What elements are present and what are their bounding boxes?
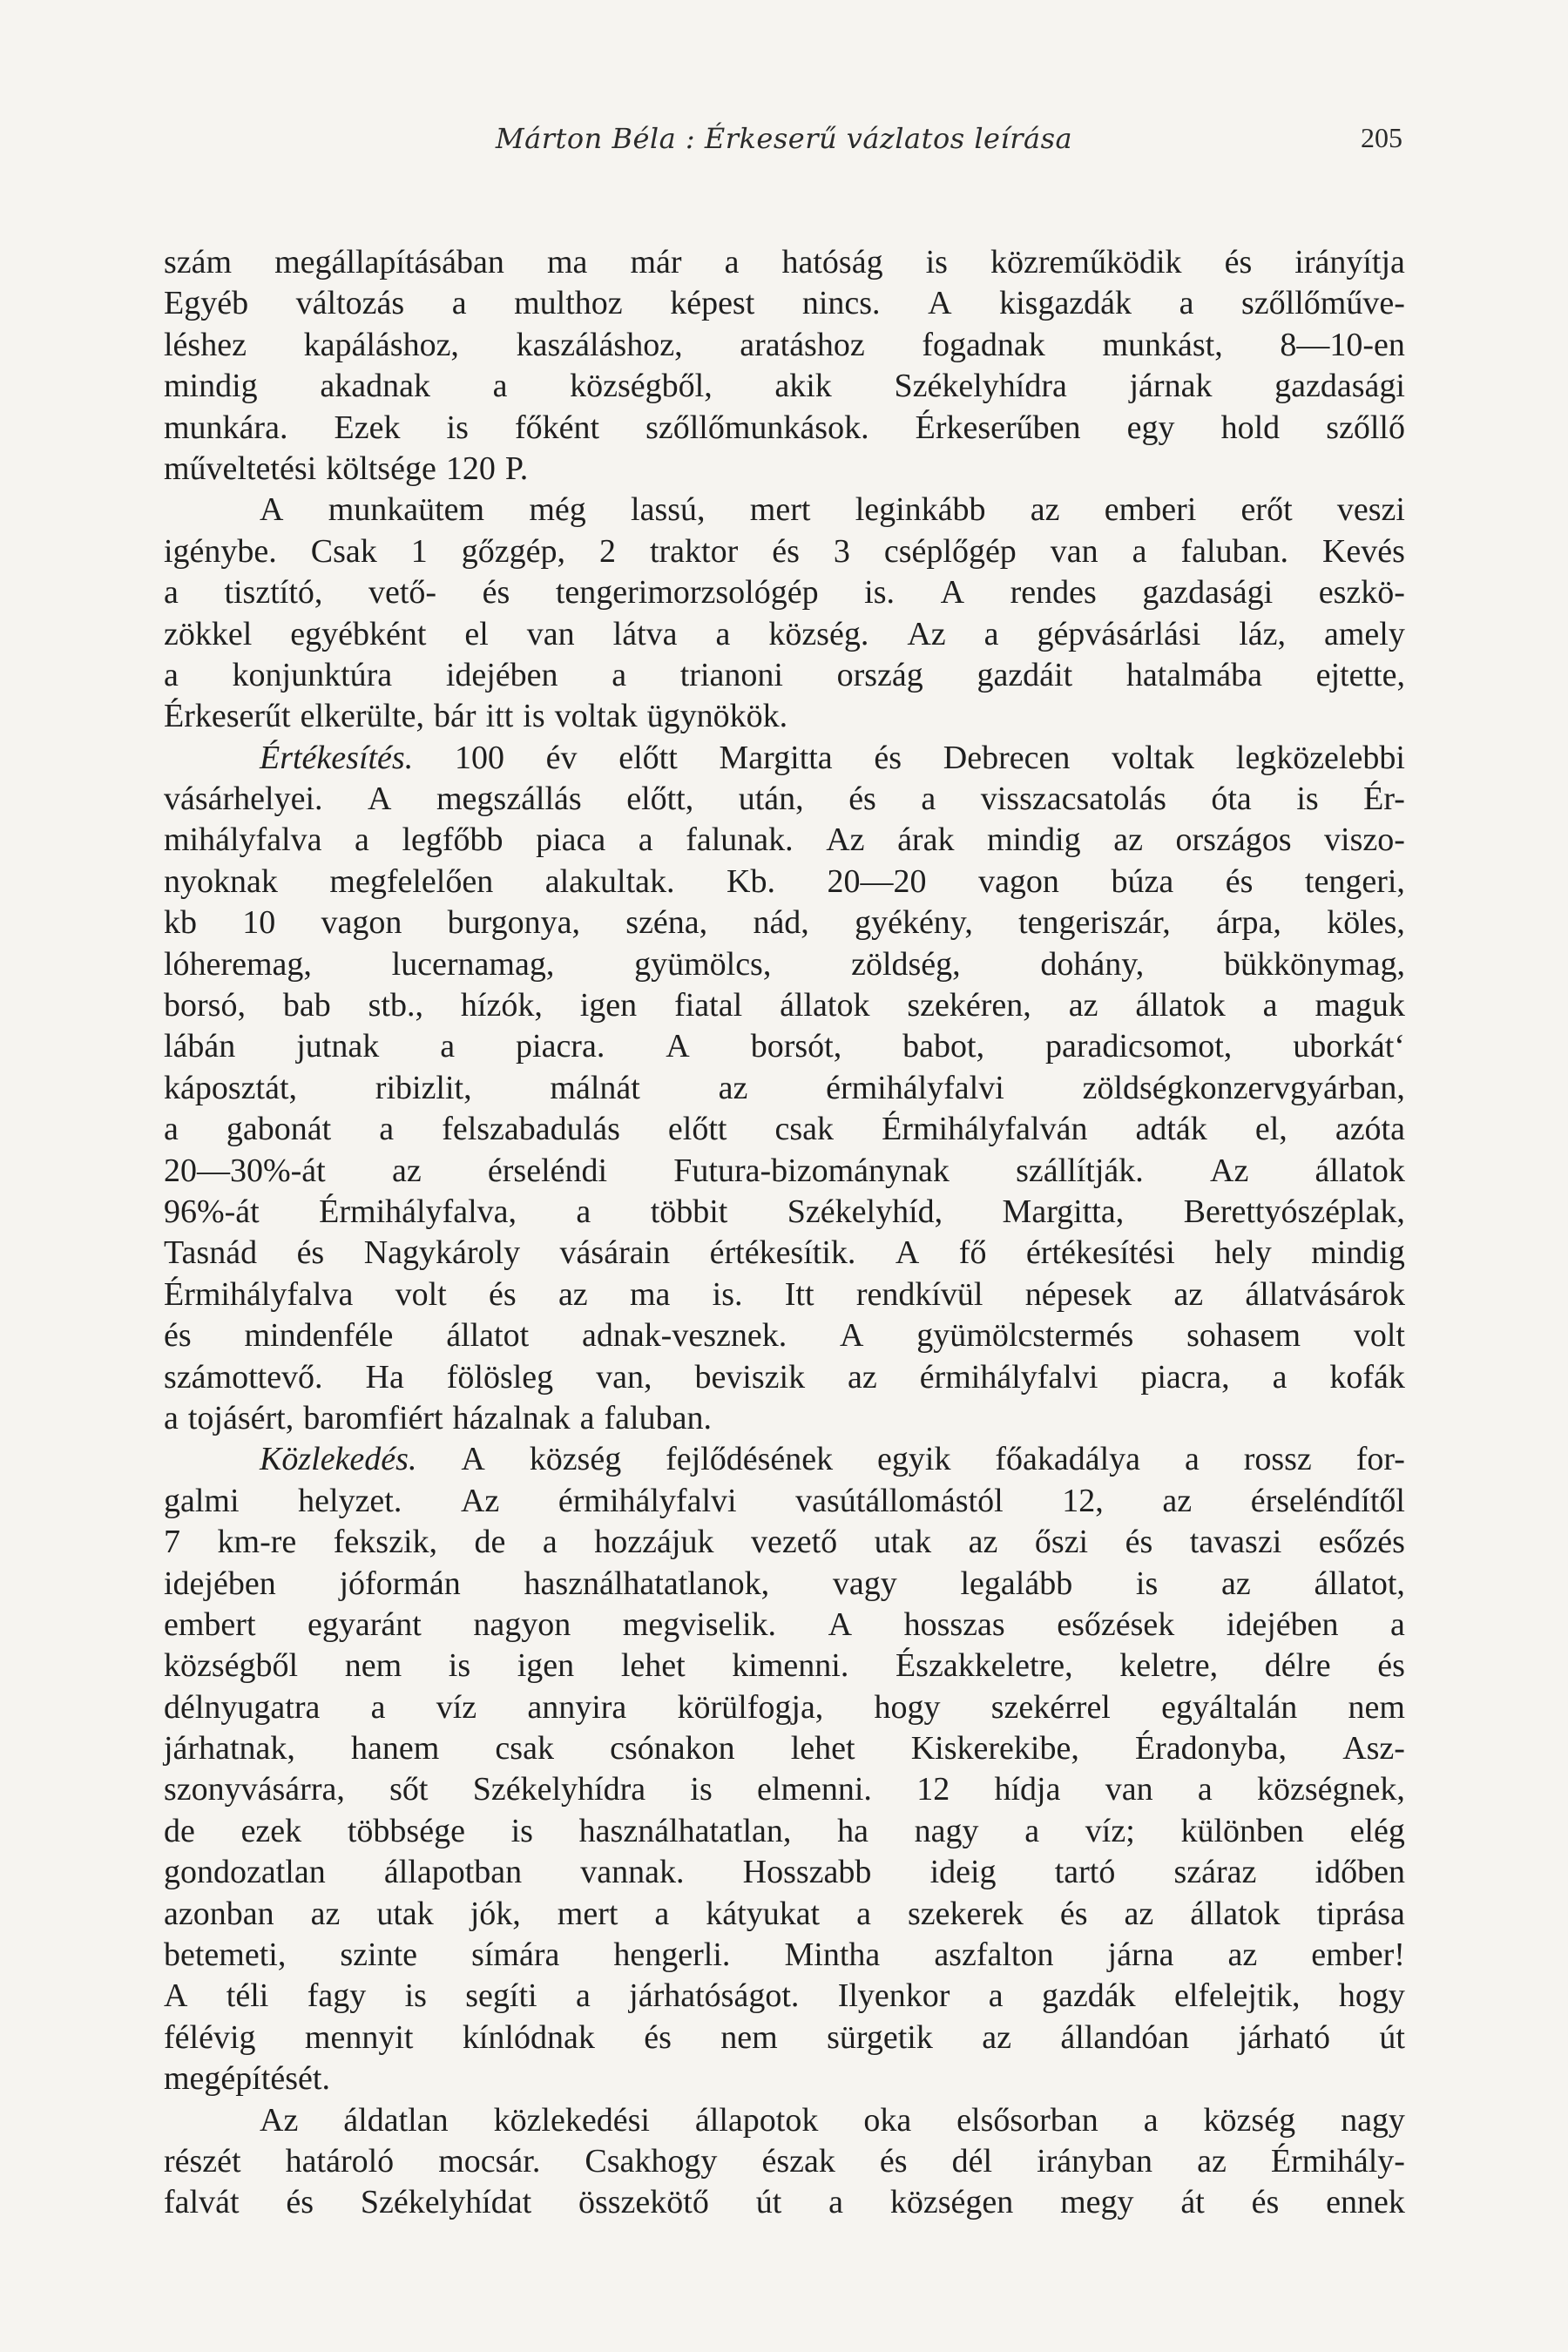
text-line: 20—30%-át az érseléndi Futura-bizománynak szállítják. Az állatok xyxy=(164,1152,1405,1189)
body-text xyxy=(164,242,1405,2224)
page-header xyxy=(166,122,1402,174)
text-line: vásárhelyei. A megszállás előtt, után, és a visszacsatolás óta is Ér- xyxy=(164,781,1405,818)
text-line: 7 km-re fekszik, de a hozzájuk vezető utak az őszi és tavaszi esőzés xyxy=(164,1524,1405,1561)
text-line: Tasnád és Nagykároly vásárain értékesítik. A fő értékesítési hely mindig xyxy=(164,1234,1405,1272)
running-title: Márton Béla : Érkeserű vázlatos leírása xyxy=(495,122,1073,155)
text-line: megépítését. xyxy=(164,2060,330,2098)
text-line: járhatnak, hanem csak csónakon lehet Kiskerekibe, Éradonyba, Asz- xyxy=(164,1730,1405,1767)
text-line: munkára. Ezek is főként szőllőmunkások. Érkeserűben egy hold szőllő xyxy=(164,409,1405,446)
text-line: a gabonát a felszabadulás előtt csak Érmihályfalván adták el, azóta xyxy=(164,1111,1405,1148)
text-line: gondozatlan állapotban vannak. Hosszabb ideig tartó száraz időben xyxy=(164,1854,1405,1891)
text-line: délnyugatra a víz annyira körülfogja, hogy szekérrel egyáltalán nem xyxy=(164,1688,1405,1726)
text-line: lábán jutnak a piacra. A borsót, babot, paradicsomot, uborkát‘ xyxy=(164,1028,1405,1065)
text-line: a tisztító, vető- és tengerimorzsológép is. A rendes gazdasági eszkö- xyxy=(164,574,1405,612)
text-line: idejében jóformán használhatatlanok, vagy legalább is az állatot, xyxy=(164,1565,1405,1602)
text-line: nyoknak megfelelően alakultak. Kb. 20—20 vagon búza és tengeri, xyxy=(164,862,1405,900)
text-line: zökkel egyébként el van látva a község. Az a gépvásárlási láz, amely xyxy=(164,615,1405,652)
text-line: A téli fagy is segíti a járhatóságot. Ilyenkor a gazdák elfelejtik, hogy xyxy=(164,1977,1405,2015)
text-line: Érkeserűt elkerülte, bár itt is voltak ügynökök. xyxy=(164,698,788,735)
text-line: a tojásért, baromfiért házalnak a faluban. xyxy=(164,1399,712,1436)
text-line: Az áldatlan közlekedési állapotok oka elsősorban a község nagy xyxy=(260,2101,1405,2139)
text-line: és mindenféle állatot adnak-vesznek. A gyümölcstermés sohasem volt xyxy=(164,1317,1405,1355)
text-line: mindig akadnak a községből, akik Székelyhídra járnak gazdasági xyxy=(164,368,1405,405)
text-line: falvát és Székelyhídat összekötő út a községen megy át és ennek xyxy=(164,2184,1405,2221)
text-line: Értékesítés. 100 év előtt Margitta és Debrecen voltak legközelebbi xyxy=(260,739,1405,776)
text-line: a konjunktúra idejében a trianoni ország gazdáit hatalmába ejtette, xyxy=(164,656,1405,693)
text-line: Közlekedés. A község fejlődésének egyik főakadálya a rossz for- xyxy=(260,1441,1405,1478)
text-line: A munkaütem még lassú, mert leginkább az emberi erőt veszi xyxy=(260,491,1405,529)
text-line: Egyéb változás a multhoz képest nincs. A kisgazdák a szőllőműve- xyxy=(164,285,1405,322)
text-line: galmi helyzet. Az érmihályfalvi vasútállomástól 12, az érseléndítől xyxy=(164,1482,1405,1519)
text-line: mihályfalva a legfőbb piaca a falunak. Az árak mindig az országos viszo- xyxy=(164,821,1405,859)
text-line: káposztát, ribizlit, málnát az érmihályfalvi zöldségkonzervgyárban, xyxy=(164,1069,1405,1106)
text-line: embert egyaránt nagyon megviselik. A hosszas esőzések idejében a xyxy=(164,1605,1405,1643)
text-line: azonban az utak jók, mert a kátyukat a szekerek és az állatok tiprása xyxy=(164,1895,1405,1932)
text-line: félévig mennyit kínlódnak és nem sürgetik az állandóan járható út xyxy=(164,2018,1405,2056)
text-line: betemeti, szinte símára hengerli. Mintha aszfalton járna az ember! xyxy=(164,1936,1405,1974)
text-line: számottevő. Ha fölösleg van, beviszik az érmihályfalvi piacra, a kofák xyxy=(164,1358,1405,1396)
text-line: borsó, bab stb., hízók, igen fiatal állatok szekéren, az állatok a maguk xyxy=(164,987,1405,1024)
text-line: szonyvásárra, sőt Székelyhídra is elmenni. 12 hídja van a községnek, xyxy=(164,1771,1405,1808)
text-line: kb 10 vagon burgonya, széna, nád, gyékény, tengeriszár, árpa, köles, xyxy=(164,904,1405,942)
text-line: léshez kapáláshoz, kaszáláshoz, aratáshoz fogadnak munkást, 8—10-en xyxy=(164,326,1405,363)
text-line: részét határoló mocsár. Csakhogy észak és dél irányban az Érmihály- xyxy=(164,2142,1405,2180)
text-line: szám megállapításában ma már a hatóság is közreműködik és irányítja xyxy=(164,244,1405,280)
page-number: 205 xyxy=(1361,122,1402,153)
text-line: községből nem is igen lehet kimenni. Északkeletre, keletre, délre és xyxy=(164,1647,1405,1685)
text-line: igénybe. Csak 1 gőzgép, 2 traktor és 3 cséplőgép van a faluban. Kevés xyxy=(164,532,1405,570)
text-line: 96%-át Érmihályfalva, a többit Székelyhíd, Margitta, Berettyószéplak, xyxy=(164,1193,1405,1230)
text-line: lóheremag, lucernamag, gyümölcs, zöldség, dohány, bükkönymag, xyxy=(164,945,1405,983)
text-line: műveltetési költsége 120 P. xyxy=(164,449,529,487)
text-line: de ezek többsége is használhatatlan, ha nagy a víz; különben elég xyxy=(164,1812,1405,1849)
text-line: Érmihályfalva volt és az ma is. Itt rendkívül népesek az állatvásárok xyxy=(164,1275,1405,1313)
